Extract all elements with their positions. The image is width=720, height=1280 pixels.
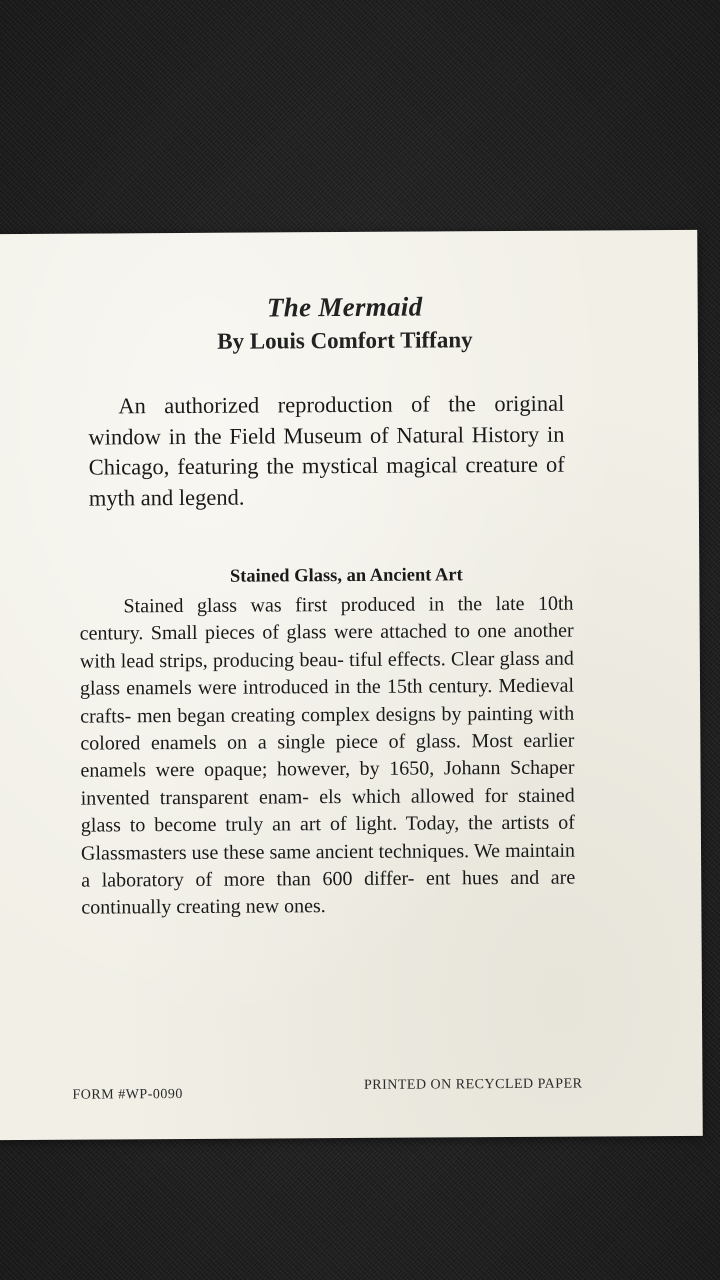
printed-note: PRINTED ON RECYCLED PAPER — [363, 1076, 583, 1093]
body-paragraph: Stained glass was first produced in the late 10th century. Small pieces of glass were attached to one another with lead strips, producing beau- tiful effects. Clear glass and glass enamels were introduced in the 15th century. Medieval crafts- men began creating complex designs by painting with colored enamels on a single piece of glass. Most earlier enamels were opaque; however, by 1650, Johann Schaper invented transparent enam- els which allowed for stained glass to become truly an art of light. Today, the artists of Glassmasters use these same ancient techniques. We maintain a laboratory of more than 600 differ- ent hues and are continually creating new ones. — [79, 592, 576, 920]
info-card — [0, 230, 703, 1140]
section-heading: Stained Glass, an Ancient Art — [229, 565, 463, 587]
form-number: FORM #WP-0090 — [72, 1087, 183, 1103]
card-byline: By Louis Comfort Tiffany — [217, 327, 473, 354]
card-title: The Mermaid — [266, 291, 423, 323]
intro-paragraph: An authorized reproduction of the original window in the Field Museum of Natural History in Chicago, featuring the mystical magical creature of myth and legend. — [88, 390, 565, 511]
